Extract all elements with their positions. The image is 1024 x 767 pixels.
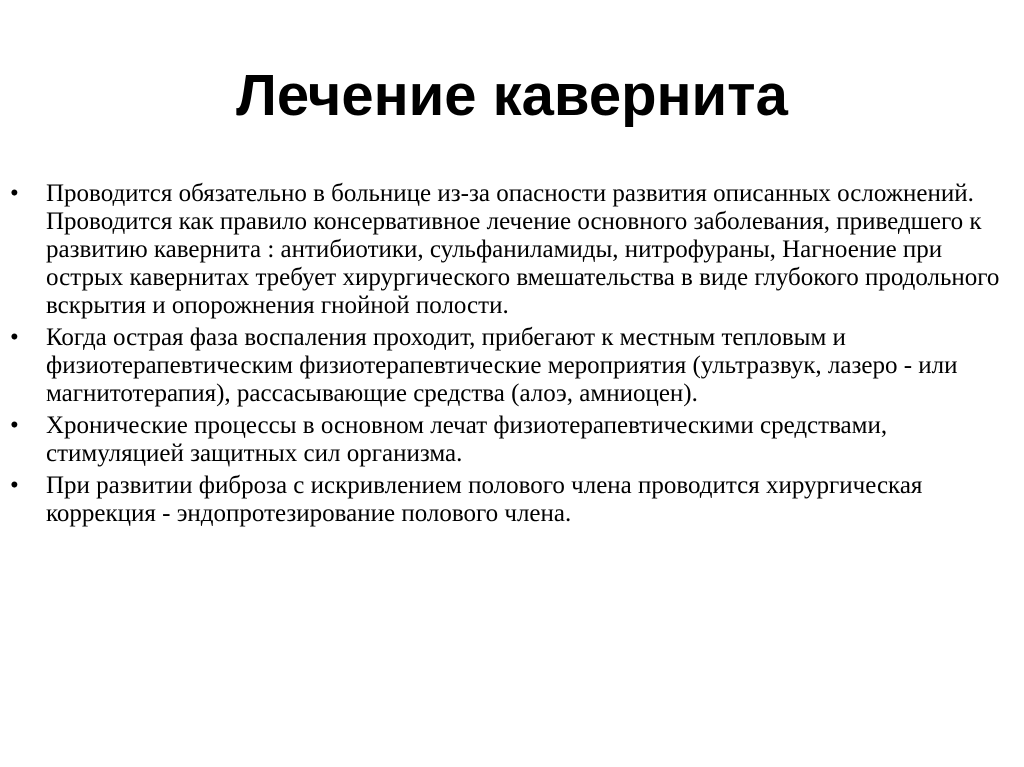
bullet-text: Хронические процессы в основном лечат физиотерапевтическими средствами, стимуляцией защитных сил организма. bbox=[46, 412, 888, 467]
bullet-item bbox=[0, 412, 1016, 468]
bullet-dot-icon: • bbox=[10, 180, 19, 207]
bullet-item bbox=[0, 472, 1016, 528]
bullet-dot-icon: • bbox=[10, 472, 19, 499]
bullet-dot-icon: • bbox=[10, 324, 19, 351]
slide-title: Лечение кавернита bbox=[236, 63, 788, 128]
bullet-text: Проводится обязательно в больнице из-за опасности развития описанных осложнений. Проводится как правило консервативное лечение основного заболевания, приведшего к развитию кавернита : антибиотики, сульфаниламиды, нитрофураны, Нагноение при острых кавернитах требует хирургического вмешательства в виде глубокого продольного вскрытия и опорожнения гнойной полости. bbox=[46, 180, 1000, 319]
bullet-item bbox=[0, 180, 1016, 320]
bullet-dot-icon: • bbox=[10, 412, 19, 439]
bullet-list bbox=[0, 180, 1024, 532]
bullet-item bbox=[0, 324, 1016, 408]
bullet-text: Когда острая фаза воспаления проходит, прибегают к местным тепловым и физиотерапевтическим физиотерапевтические мероприятия (ультразвук, лазеро - или магнитотерапия), рассасывающие средства (алоэ, амниоцен). bbox=[46, 324, 958, 407]
bullet-text: При развитии фиброза с искривлением полового члена проводится хирургическая коррекция - эндопротезирование полового члена. bbox=[46, 472, 923, 527]
